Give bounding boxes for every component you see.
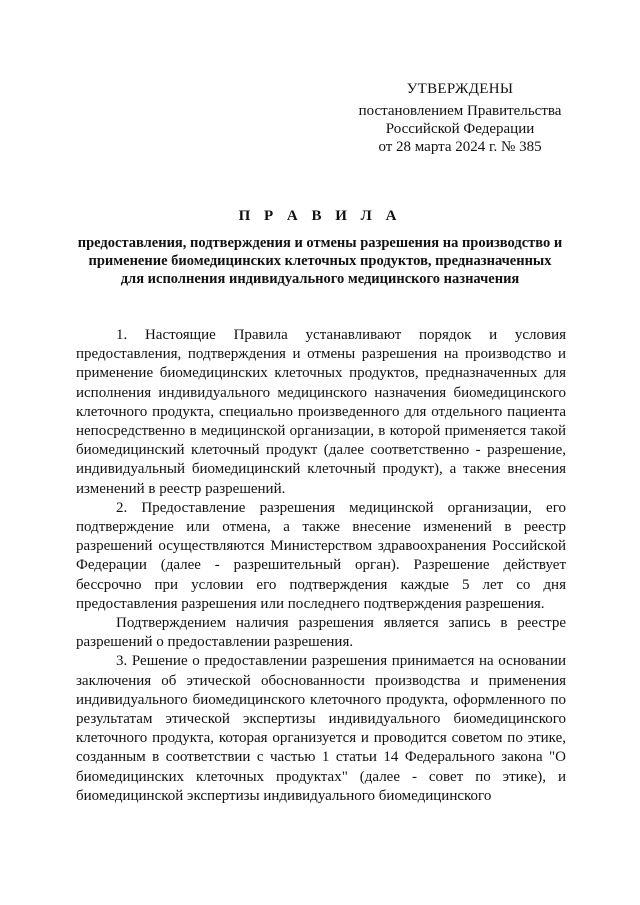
approval-title: УТВЕРЖДЕНЫ [406, 81, 514, 97]
approval-line: Российской Федерации [385, 121, 535, 137]
paragraph: 3. Решение о предоставлении разрешения принимается на основании заключения об этической обоснованности производства и применения индивидуального биомедицинского клеточного продукта, оформленного по результатам этической экспертизы индивидуального биомедицинского клеточного продукта, которая организуется и проводится советом по этике, созданным в соответствии с частью 1 статьи 14 Федерального закона "О биомедицинских клеточных продуктах" (далее - совет по этике), и биомедицинской экспертизы индивидуального биомедицинского [76, 653, 566, 804]
approval-line: постановлением Правительства [358, 103, 562, 119]
paragraph: Подтверждением наличия разрешения является запись в реестре разрешений о предоставлении разрешения. [76, 615, 566, 651]
approval-block [340, 80, 580, 156]
document-title: П Р А В И Л А [238, 208, 402, 224]
approval-date: от 28 марта 2024 г. № 385 [378, 139, 542, 155]
document-subtitle: предоставления, подтверждения и отмены разрешения на производство и применение биомедицинских клеточных продуктов, предназначенных для исполнения индивидуального медицинского назначения [77, 235, 563, 287]
paragraph: 2. Предоставление разрешения медицинской организации, его подтверждение или отмена, а также внесение изменений в реестр разрешений осуществляются Министерством здравоохранения Российской Федерации (далее - разрешительный орган). Разрешение действует бессрочно при условии его подтверждения каждые 5 лет со дня предоставления разрешения или последнего подтверждения разрешения. [76, 499, 566, 612]
document-body [76, 326, 566, 806]
paragraph: 1. Настоящие Правила устанавливают порядок и условия предоставления, подтверждения и отмены разрешения на производство и применение биомедицинских клеточных продуктов, предназначенных для исполнения индивидуального медицинского назначения биомедицинского клеточного продукта, специально произведенного для отдельного пациента непосредственно в медицинской организации, в которой применяется такой биомедицинский клеточный продукт (далее соответственно - разрешение, индивидуальный биомедицинский клеточный продукт), а также внесения изменений в реестр разрешений. [76, 327, 566, 497]
